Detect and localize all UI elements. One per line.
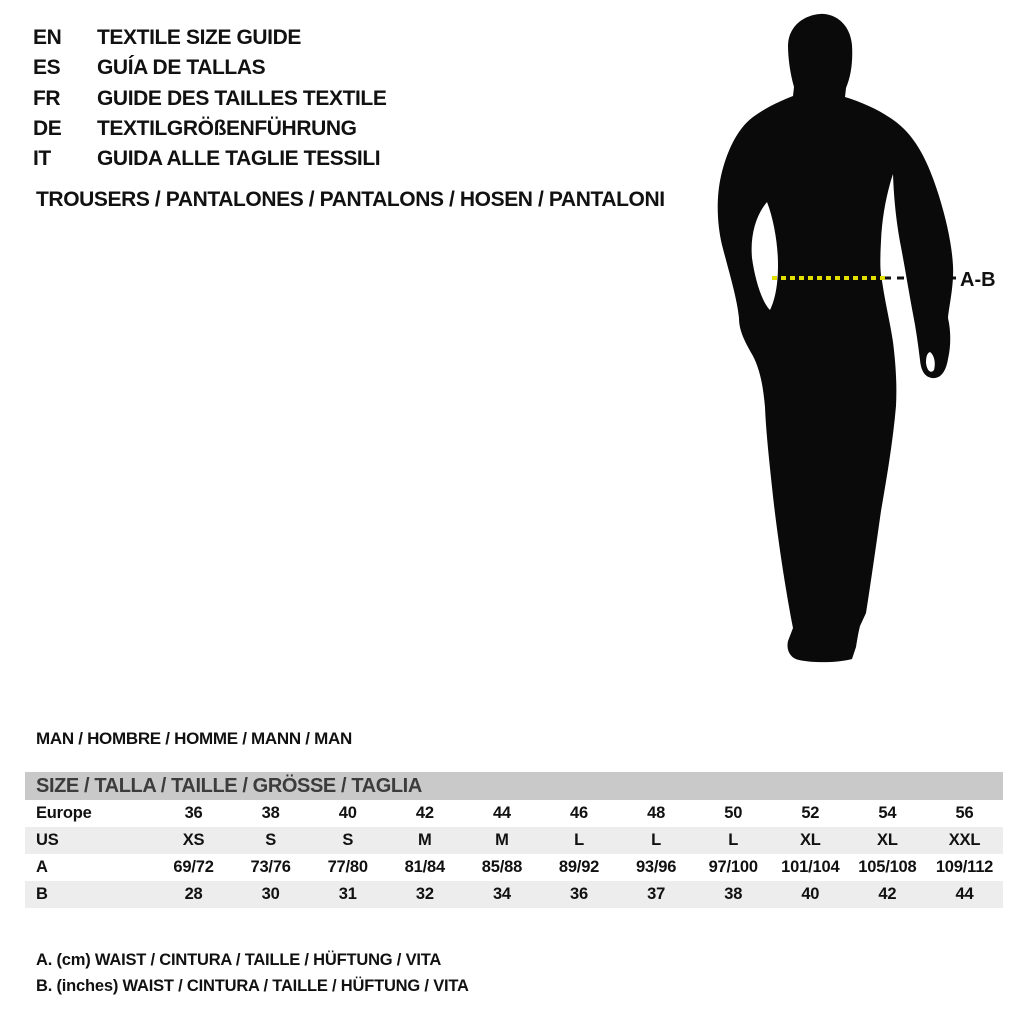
man-silhouette [718,14,953,662]
language-label: GUIDA ALLE TAGLIE TESSILI [97,147,381,171]
table-cell: L [574,831,584,849]
row-label: B [36,885,48,903]
table-cell: XL [877,831,898,849]
table-cell: L [728,831,739,849]
table-cell: S [265,831,277,849]
table-cell: 81/84 [404,858,445,876]
table-cell: 54 [878,804,897,822]
table-cell: 97/100 [708,858,758,876]
table-cell: 50 [724,804,743,822]
language-label: TEXTILE SIZE GUIDE [97,26,301,50]
footnote-b-inches: B. (inches) WAIST / CINTURA / TAILLE / HÜFTUNG / VITA [36,976,469,995]
table-cell: 48 [647,804,666,822]
language-code: FR [33,86,61,110]
footnotes [36,948,469,999]
language-guide-list [33,23,386,174]
table-cell: 30 [261,885,280,903]
table-row-us [25,827,1003,854]
measure-label: A-B [960,269,996,291]
category-title: TROUSERS / PANTALONES / PANTALONS / HOSEN / PANTALONI [36,188,665,211]
table-cell: 101/104 [781,858,840,876]
table-cell: XL [799,831,821,849]
size-table [25,772,1003,908]
table-cell: 56 [955,804,974,822]
table-cell: 37 [647,885,666,903]
table-row-a-cm [25,854,1003,881]
table-cell: 52 [801,804,820,822]
table-cell: XXL [948,831,981,849]
row-label: A [36,858,48,876]
table-cell: 40 [801,885,820,903]
language-code: ES [33,56,61,80]
table-cell: 105/108 [858,858,917,876]
table-cell: 40 [338,804,357,822]
language-code: DE [33,117,62,141]
table-cell: 38 [261,804,280,822]
table-cell: 36 [184,804,203,822]
list-item [33,84,386,114]
table-cell: S [342,831,354,849]
table-cell: 69/72 [173,858,214,876]
row-label: Europe [36,804,92,822]
table-cell: 93/96 [635,858,677,876]
table-cell: 77/80 [327,858,368,876]
table-cell: 31 [338,885,357,903]
table-cell: 42 [878,885,897,903]
table-cell: 36 [570,885,588,903]
language-code: EN [33,26,62,50]
table-cell: L [651,831,662,849]
table-cell: 44 [955,885,974,903]
table-cell: M [418,831,432,849]
list-item [33,53,386,83]
table-cell: 32 [415,885,434,903]
list-item [33,23,386,53]
list-item [33,114,386,144]
footnote-a-cm: A. (cm) WAIST / CINTURA / TAILLE / HÜFTUNG / VITA [36,951,442,969]
table-cell: M [495,831,509,849]
table-cell: 89/92 [558,858,600,876]
table-cell: 28 [184,885,203,903]
table-cell: 38 [724,885,743,903]
size-table-header: SIZE / TALLA / TAILLE / GRÖSSE / TAGLIA [25,772,1003,800]
section-title: MAN / HOMBRE / HOMME / MANN / MAN [36,729,352,748]
table-cell: 34 [492,885,511,903]
table-cell: 109/112 [935,858,994,876]
table-row-b-inches [25,881,1003,908]
row-label: US [36,831,59,849]
table-cell: 44 [492,804,511,822]
man-silhouette-figure [660,0,1024,700]
table-row-europe [25,800,1003,827]
list-item [33,144,386,174]
table-cell: XS [182,831,205,849]
table-cell: 46 [570,804,588,822]
language-label: TEXTILGRÖßENFÜHRUNG [97,117,357,141]
language-label: GUIDE DES TAILLES TEXTILE [97,86,387,110]
language-code: IT [33,147,51,171]
table-cell: 85/88 [481,858,523,876]
table-cell: 42 [415,804,434,822]
table-cell: 73/76 [250,858,291,876]
language-label: GUÍA DE TALLAS [97,56,266,80]
